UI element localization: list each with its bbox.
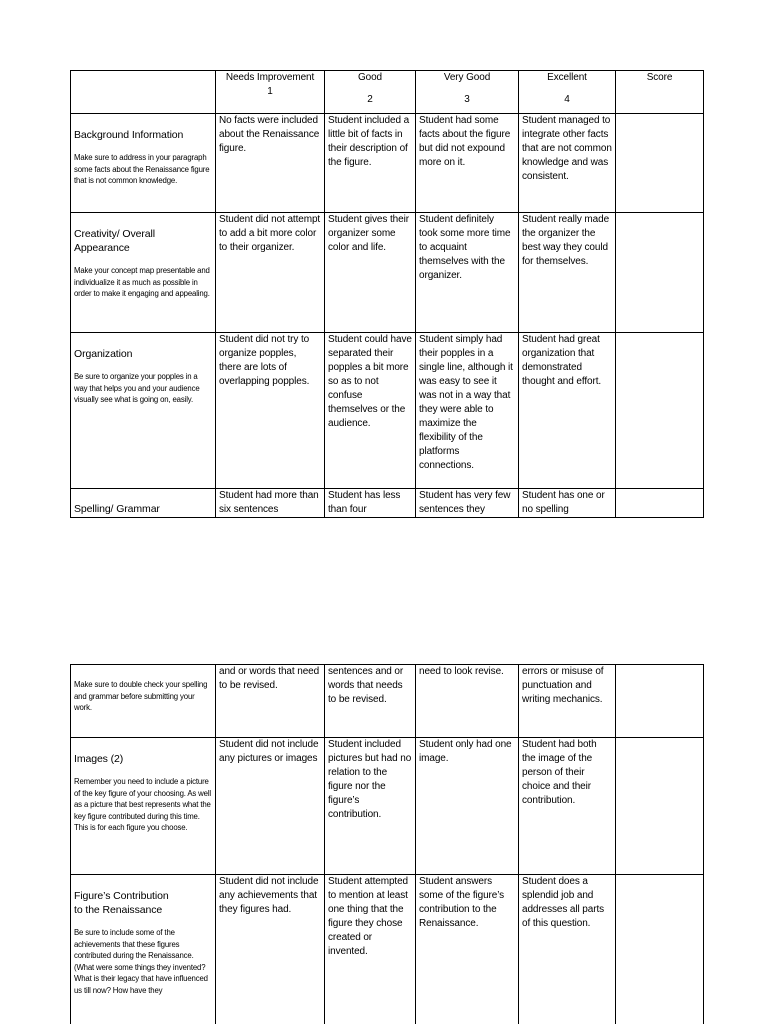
- header-label: Excellent: [547, 72, 587, 83]
- good-cell: Student included a little bit of facts in their description of the figure.: [325, 114, 416, 213]
- score-cell[interactable]: [616, 738, 704, 875]
- rubric-table: [70, 70, 704, 518]
- needs-improvement-cell: Student did not include any pictures or images: [216, 738, 325, 875]
- good-header: [325, 71, 416, 114]
- excellent-cell: Student had both the image of the person of their choice and their contribution.: [519, 738, 616, 875]
- excellent-cell: Student does a splendid job and addresses all parts of this question.: [519, 875, 616, 1024]
- criteria-cell: [71, 665, 216, 738]
- excellent-cell: Student managed to integrate other facts that are not common knowledge and was consistent.: [519, 114, 616, 213]
- header-number: 2: [367, 94, 373, 105]
- criteria-cell: [71, 875, 216, 1024]
- very-good-cell: Student had some facts about the figure but did not expound more on it.: [416, 114, 519, 213]
- header-number: 1: [267, 86, 273, 97]
- header-number: 4: [564, 94, 570, 105]
- criteria-title: Spelling/ Grammar: [74, 503, 160, 515]
- criteria-description: Be sure to include some of the achievements that these figures contributed during the Renaissance. (What were some things they invented? What is their legacy that have influenced us till now? How have they: [74, 928, 208, 995]
- very-good-cell: Student only had one image.: [416, 738, 519, 875]
- criteria-title: Figure’s Contribution to the Renaissance: [74, 890, 169, 916]
- very-good-cell: need to look revise.: [416, 665, 519, 738]
- criteria-title: Images (2): [74, 753, 124, 765]
- score-cell[interactable]: [616, 489, 704, 518]
- needs-improvement-cell: Student did not attempt to add a bit more color to their organizer.: [216, 213, 325, 333]
- criteria-cell: [71, 489, 216, 518]
- score-header: Score: [616, 71, 704, 114]
- score-cell[interactable]: [616, 213, 704, 333]
- excellent-header: [519, 71, 616, 114]
- very-good-cell: Student definitely took some more time to acquaint themselves with the organizer.: [416, 213, 519, 333]
- needs-improvement-header: [216, 71, 325, 114]
- table-row: [71, 665, 704, 738]
- very-good-cell: Student answers some of the figure’s contribution to the Renaissance.: [416, 875, 519, 1024]
- rubric-table-continued: [70, 664, 704, 1024]
- criteria-description: Make sure to address in your paragraph some facts about the Renaissance figure that is not common knowledge.: [74, 153, 210, 186]
- excellent-cell: Student really made the organizer the best way they could for themselves.: [519, 213, 616, 333]
- table-row: [71, 875, 704, 1024]
- criteria-title: Background Information: [74, 129, 184, 141]
- header-label: Very Good: [443, 72, 491, 83]
- table-row: [71, 333, 704, 489]
- header-number: 3: [464, 94, 470, 105]
- very-good-cell: Student simply had their popples in a single line, although it was easy to see it was not in a way that they were able to maximize the flexibility of the platforms connections.: [416, 333, 519, 489]
- criteria-cell: [71, 114, 216, 213]
- needs-improvement-cell: Student did not include any achievements that they figures had.: [216, 875, 325, 1024]
- needs-improvement-cell: Student had more than six sentences: [216, 489, 325, 518]
- rubric-page-2: [0, 640, 768, 1024]
- header-row: [71, 71, 704, 114]
- good-cell: Student attempted to mention at least one thing that the figure they chose created or invented.: [325, 875, 416, 1024]
- excellent-cell: Student had great organization that demonstrated thought and effort.: [519, 333, 616, 489]
- good-cell: Student gives their organizer some color and life.: [325, 213, 416, 333]
- excellent-cell: Student has one or no spelling: [519, 489, 616, 518]
- score-cell[interactable]: [616, 333, 704, 489]
- criteria-description: Make sure to double check your spelling and grammar before submitting your work.: [74, 680, 208, 713]
- header-label: Good: [357, 72, 383, 83]
- table-row: [71, 489, 704, 518]
- good-cell: sentences and or words that needs to be revised.: [325, 665, 416, 738]
- criteria-title: Creativity/ Overall Appearance: [74, 228, 155, 254]
- score-cell[interactable]: [616, 665, 704, 738]
- criteria-description: Make your concept map presentable and individualize it as much as possible in order to make it engaging and appealing.: [74, 266, 210, 299]
- good-cell: Student has less than four: [325, 489, 416, 518]
- table-row: [71, 114, 704, 213]
- excellent-cell: errors or misuse of punctuation and writing mechanics.: [519, 665, 616, 738]
- criteria-description: Be sure to organize your popples in a way that helps you and your audience visually see what is going on, easily.: [74, 372, 200, 405]
- criteria-cell: [71, 738, 216, 875]
- score-cell[interactable]: [616, 875, 704, 1024]
- table-row: [71, 213, 704, 333]
- very-good-header: [416, 71, 519, 114]
- good-cell: Student included pictures but had no relation to the figure nor the figure’s contribution.: [325, 738, 416, 875]
- criteria-title: Organization: [74, 348, 133, 360]
- needs-improvement-cell: No facts were included about the Renaissance figure.: [216, 114, 325, 213]
- criteria-description: Remember you need to include a picture of the key figure of your choosing. As well as a picture that best represents what the key figure contributed during this time. This is for each figure you choose.: [74, 777, 212, 833]
- criteria-cell: [71, 213, 216, 333]
- criteria-cell: [71, 333, 216, 489]
- needs-improvement-cell: Student did not try to organize popples, there are lots of overlapping popples.: [216, 333, 325, 489]
- header-label: Needs Improvement: [225, 72, 315, 83]
- table-row: [71, 738, 704, 875]
- score-cell[interactable]: [616, 114, 704, 213]
- good-cell: Student could have separated their popples a bit more so as to not confuse themselves or the audience.: [325, 333, 416, 489]
- very-good-cell: Student has very few sentences they: [416, 489, 519, 518]
- criteria-header: [71, 71, 216, 114]
- needs-improvement-cell: and or words that need to be revised.: [216, 665, 325, 738]
